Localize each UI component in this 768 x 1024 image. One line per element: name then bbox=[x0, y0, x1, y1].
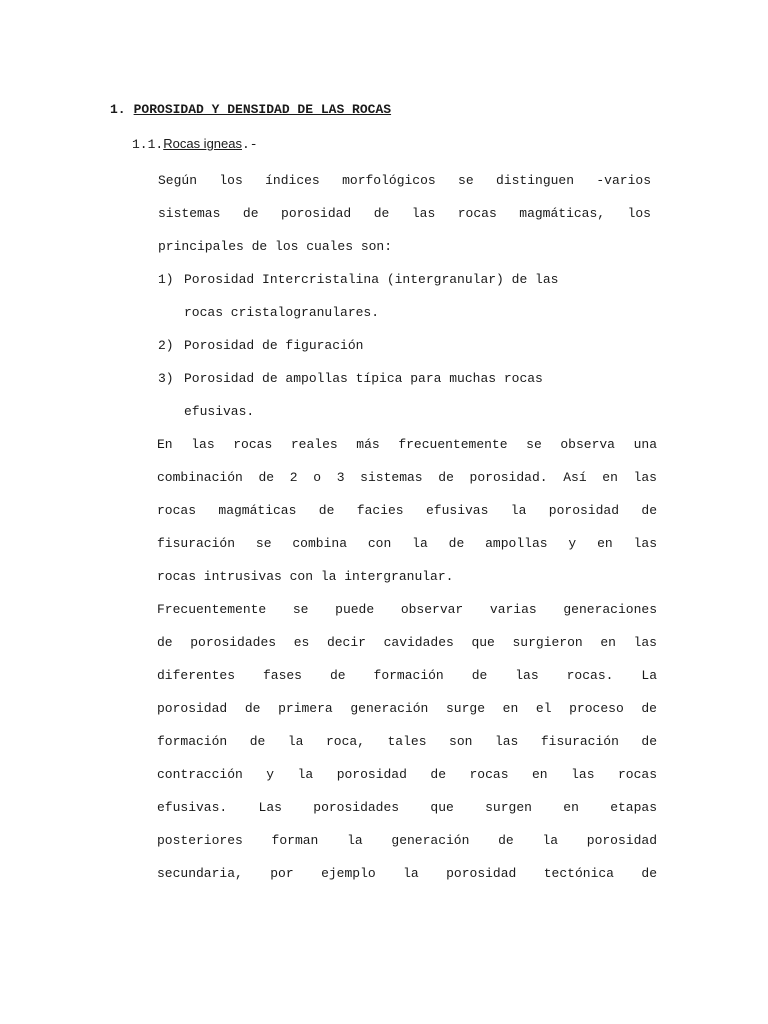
list-item bbox=[158, 337, 363, 355]
intro-line: principales de los cuales son: bbox=[158, 239, 393, 254]
list-item-text: Porosidad de figuración bbox=[184, 338, 364, 353]
list-item-number: 1) bbox=[158, 272, 174, 287]
paragraph-line: contracción y la porosidad de rocas en las rocas bbox=[157, 767, 657, 782]
list-item-number: 2) bbox=[158, 338, 174, 353]
list-item-continuation: efusivas. bbox=[184, 404, 255, 419]
paragraph-line: rocas intrusivas con la intergranular. bbox=[157, 569, 454, 584]
intro-line: Según los índices morfológicos se distinguen -varios bbox=[158, 173, 651, 188]
list-item bbox=[158, 271, 558, 289]
subsection-heading bbox=[132, 136, 258, 152]
paragraph-line: En las rocas reales más frecuentemente se observa una bbox=[157, 437, 657, 452]
paragraph-line: fisuración se combina con la de ampollas y en las bbox=[157, 536, 657, 551]
subsection-title: Rocas igneas bbox=[163, 136, 242, 151]
list-item-continuation: rocas cristalogranulares. bbox=[184, 305, 380, 320]
paragraph-line: de porosidades es decir cavidades que surgieron en las bbox=[157, 635, 657, 650]
list-item-text: Porosidad Intercristalina (intergranular) de las bbox=[184, 272, 559, 287]
list-item bbox=[158, 370, 543, 388]
paragraph-line: efusivas. Las porosidades que surgen en etapas bbox=[157, 800, 657, 815]
paragraph-line: posteriores forman la generación de la porosidad bbox=[157, 833, 657, 848]
section-heading bbox=[110, 102, 391, 117]
paragraph-line: porosidad de primera generación surge en el proceso de bbox=[157, 701, 657, 716]
section-title: POROSIDAD Y DENSIDAD DE LAS ROCAS bbox=[133, 102, 392, 117]
list-item-number: 3) bbox=[158, 371, 174, 386]
list-item-text: Porosidad de ampollas típica para muchas rocas bbox=[184, 371, 543, 386]
intro-line: sistemas de porosidad de las rocas magmáticas, los bbox=[158, 206, 651, 221]
paragraph-line: formación de la roca, tales son las fisuración de bbox=[157, 734, 657, 749]
paragraph-line: Frecuentemente se puede observar varias generaciones bbox=[157, 602, 657, 617]
paragraph-line: rocas magmáticas de facies efusivas la porosidad de bbox=[157, 503, 657, 518]
paragraph-line: diferentes fases de formación de las rocas. La bbox=[157, 668, 657, 683]
section-number: 1. bbox=[110, 102, 126, 117]
paragraph-line: secundaria, por ejemplo la porosidad tectónica de bbox=[157, 866, 657, 881]
paragraph-line: combinación de 2 o 3 sistemas de porosidad. Así en las bbox=[157, 470, 657, 485]
subsection-number: 1.1. bbox=[132, 137, 164, 152]
subsection-suffix: .- bbox=[242, 137, 258, 152]
